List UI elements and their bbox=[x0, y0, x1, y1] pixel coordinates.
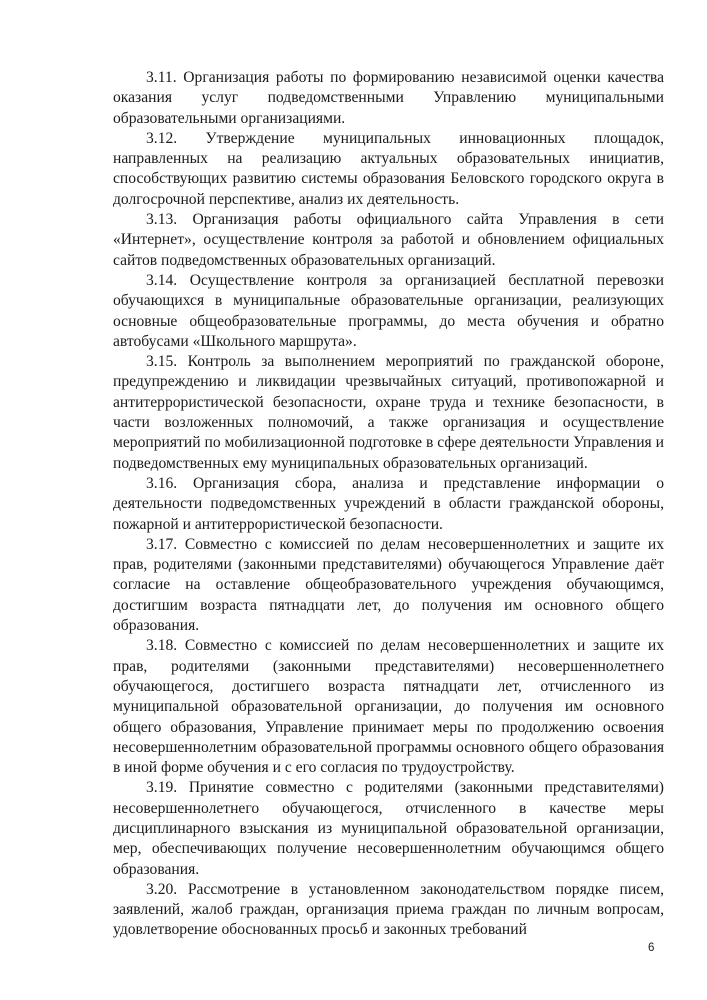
page-number: 6 bbox=[648, 942, 655, 954]
paragraph-3-17: 3.17. Совместно с комиссией по делам несовершеннолетних и защите их прав, родителями (законными представителями) обучающегося Управление даёт согласие на оставление общеобразовательного учреждения обучающимся, достигшим возраста пятнадцати лет, до получения им основного общего образования. bbox=[113, 535, 664, 635]
paragraph-3-12: 3.12. Утверждение муниципальных инновационных площадок, направленных на реализацию актуальных образовательных инициатив, способствующих развитию системы образования Беловского городского округа в долгосрочной перспективе, анализ их деятельность. bbox=[113, 129, 664, 208]
document-body bbox=[113, 68, 664, 941]
paragraph-3-16: 3.16. Организация сбора, анализа и представление информации о деятельности подведомственных учреждений в области гражданской обороны, пожарной и антитеррористической безопасности. bbox=[113, 474, 664, 533]
paragraph-3-15: 3.15. Контроль за выполнением мероприятий по гражданской обороне, предупреждению и ликвидации чрезвычайных ситуаций, противопожарной и антитеррористической безопасности, охране труда и технике безопасности, в части возложенных полномочий, а также организация и осуществление мероприятий по мобилизационной подготовке в сфере деятельности Управления и подведомственных ему муниципальных образовательных организаций. bbox=[113, 353, 664, 472]
paragraph-3-13: 3.13. Организация работы официального сайта Управления в сети «Интернет», осуществление контроля за работой и обновлением официальных сайтов подведомственных образовательных организаций. bbox=[113, 211, 664, 269]
paragraph-3-20: 3.20. Рассмотрение в установленном законодательством порядке писем, заявлений, жалоб граждан, организация приема граждан по личным вопросам, удовлетворение обоснованных просьб и законных требований bbox=[113, 880, 664, 939]
paragraph-3-19: 3.19. Принятие совместно с родителями (законными представителями) несовершеннолетнего обучающегося, отчисленного в качестве меры дисциплинарного взыскания из муниципальной образовательной организации, мер, обеспечивающих получение несовершеннолетним обучающимся общего образования. bbox=[113, 779, 664, 878]
paragraph-3-18: 3.18. Совместно с комиссией по делам несовершеннолетних и защите их прав, родителями (законными представителями) несовершеннолетнего обучающегося, достигшего возраста пятнадцати лет, отчисленного из муниципальной образовательной организации, до получения им основного общего образования, Управление принимает меры по продолжению освоения несовершеннолетним образовательной программы основного общего образования в иной форме обучения и с его согласия по трудоустройству. bbox=[113, 637, 664, 777]
paragraph-3-14: 3.14. Осуществление контроля за организацией бесплатной перевозки обучающихся в муниципальные образовательные организации, реализующих основные общеобразовательные программы, до места обучения и обратно автобусами «Школьного маршрута». bbox=[113, 271, 664, 350]
paragraph-3-11: 3.11. Организация работы по формированию независимой оценки качества оказания услуг подведомственными Управлению муниципальными образовательными организациями. bbox=[113, 69, 664, 127]
